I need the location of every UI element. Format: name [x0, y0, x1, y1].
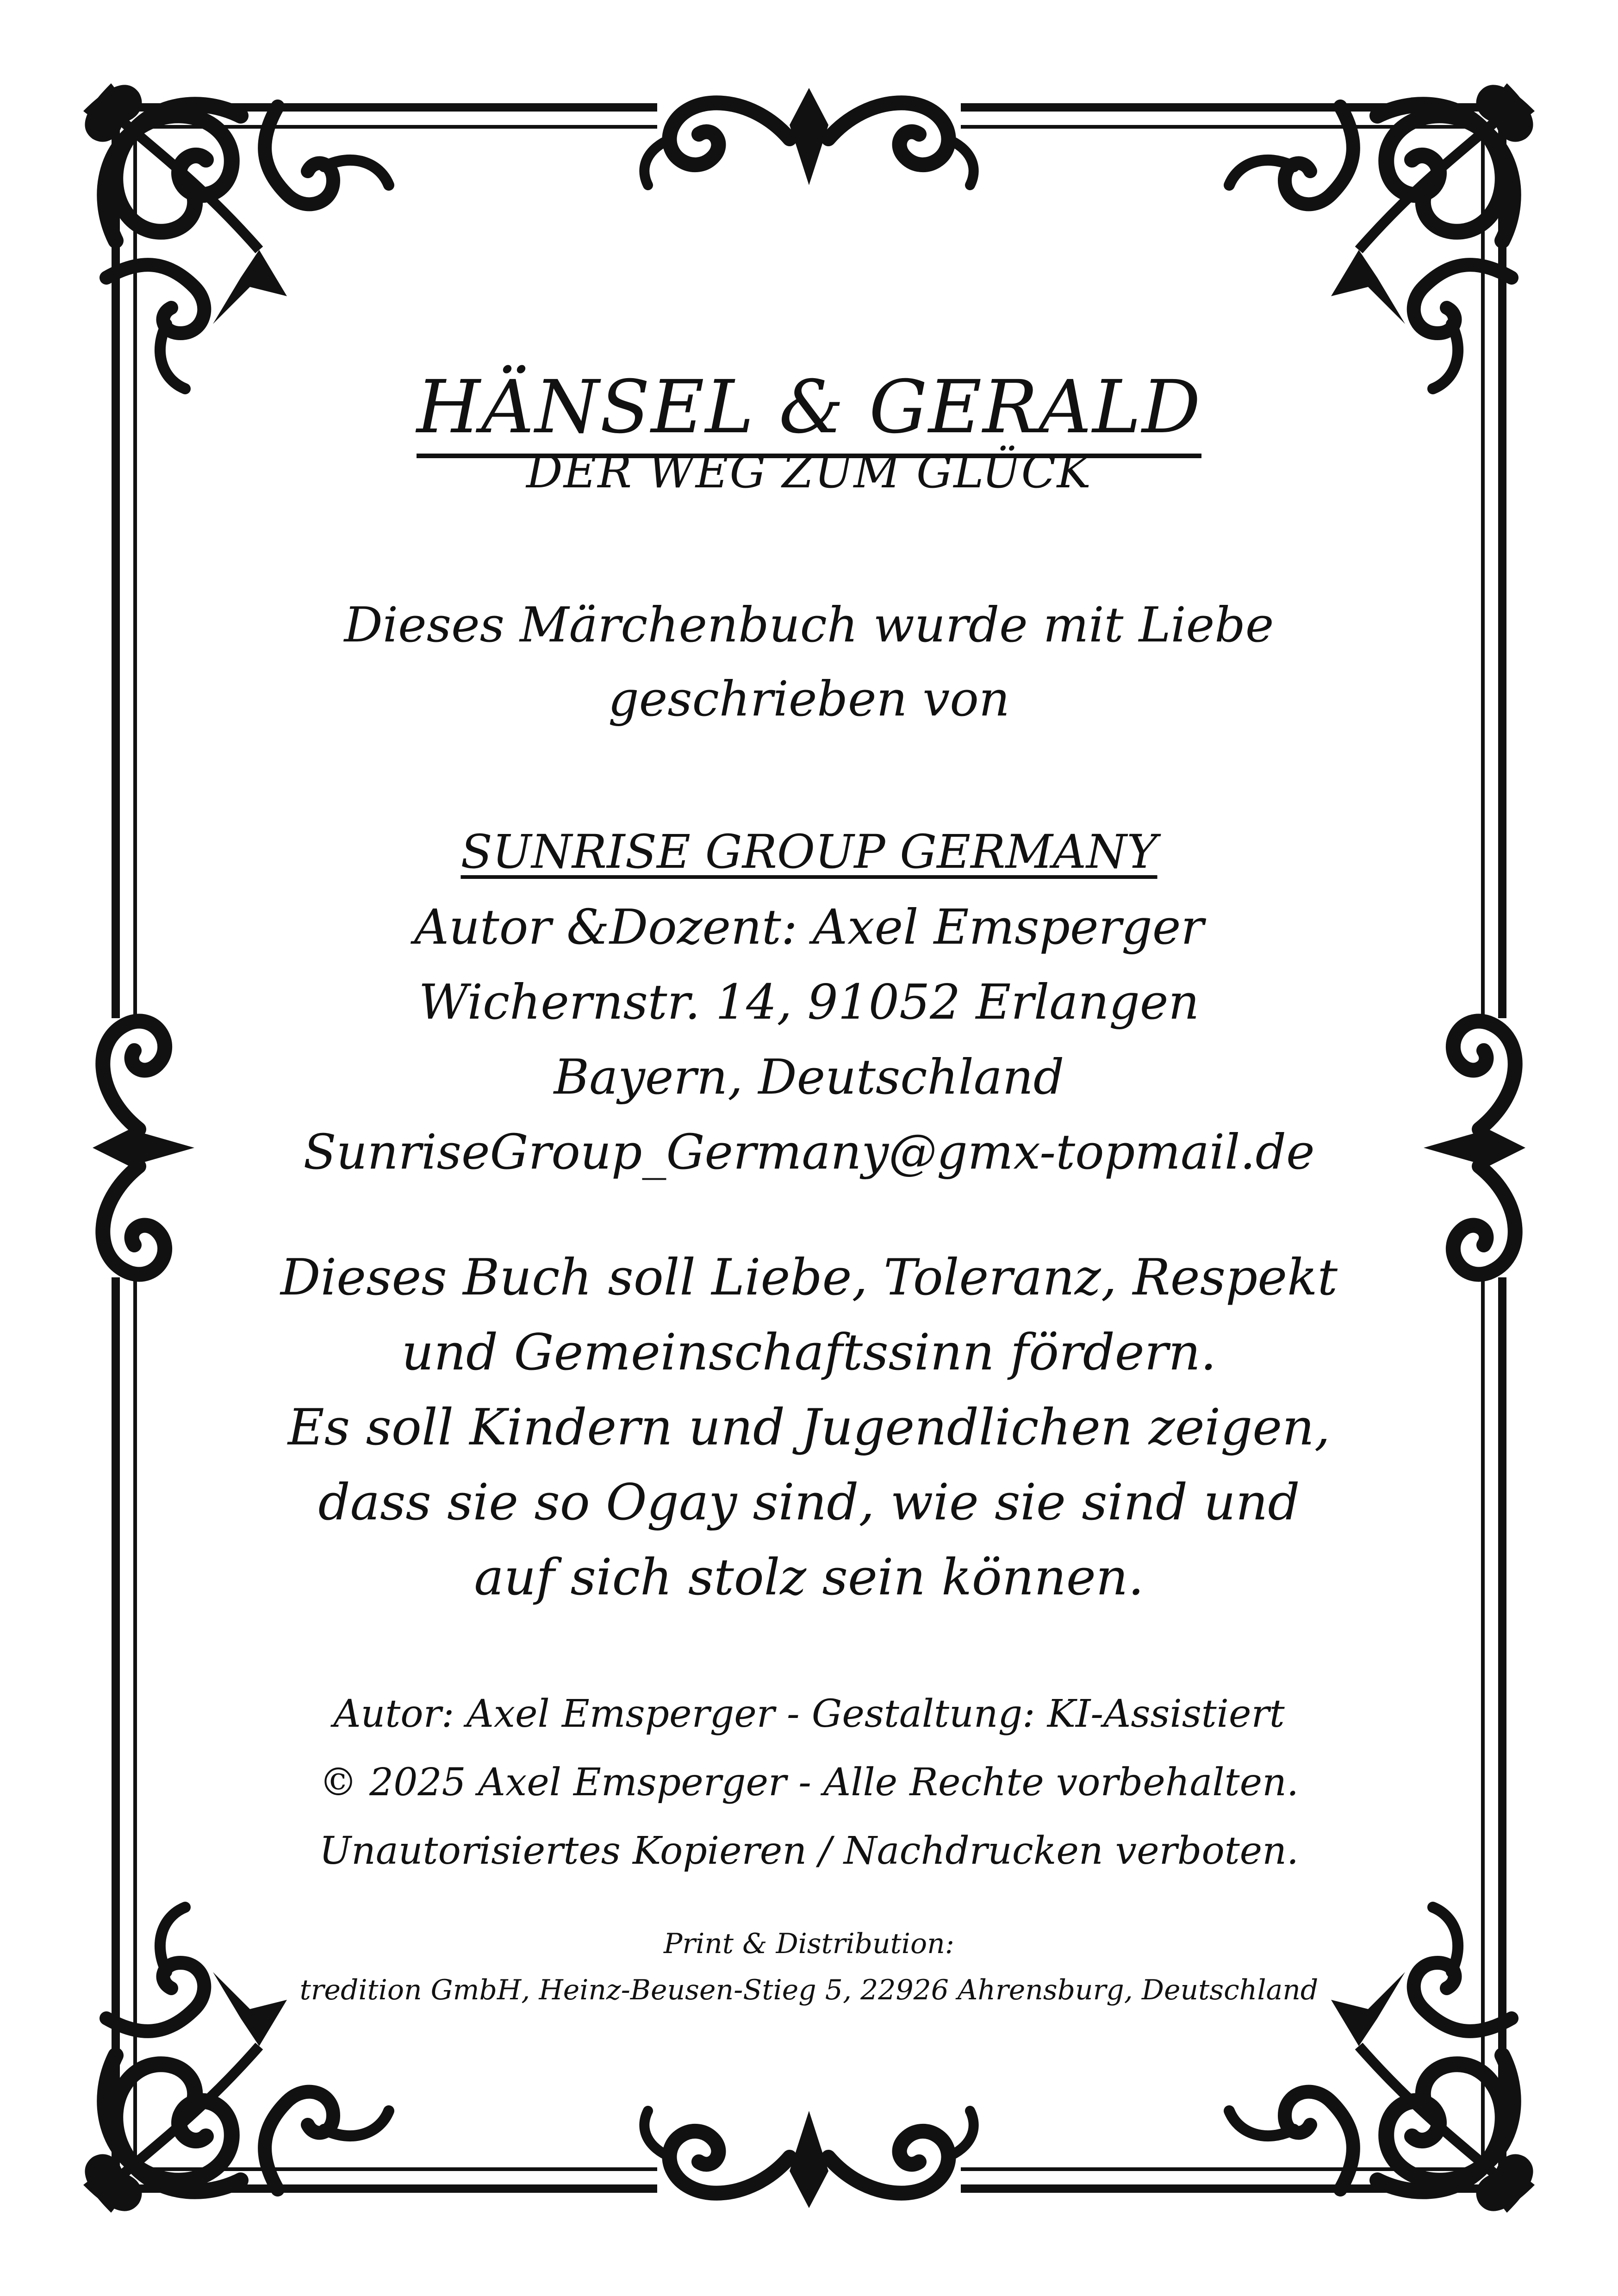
book-subtitle: DER WEG ZUM GLÜCK	[526, 446, 1092, 498]
book-message	[259, 1240, 1359, 1615]
book-title-text: HÄNSEL & GERALD	[417, 366, 1201, 458]
publisher-company: SUNRISE GROUP GERMANY	[461, 825, 1157, 879]
publisher-region: Bayern, Deutschland	[554, 1049, 1064, 1105]
message-line: Es soll Kindern und Jugendlichen zeigen,	[287, 1399, 1331, 1456]
publisher-email: SunriseGroup_Germany@gmx-topmail.de	[303, 1124, 1315, 1180]
credits-author: Autor: Axel Emsperger - Gestaltung: KI-Assistiert	[333, 1692, 1285, 1736]
publisher-author: Autor &Dozent: Axel Emsperger	[414, 899, 1204, 955]
print-address: tredition GmbH, Heinz-Beusen-Stieg 5, 22926 Ahrensburg, Deutschland	[299, 1974, 1319, 2006]
message-line: dass sie so Ogay sind, wie sie sind und	[318, 1474, 1300, 1531]
credits-block	[259, 1680, 1359, 1885]
credits-notice: Unautorisiertes Kopieren / Nachdrucken verboten.	[319, 1829, 1299, 1873]
credits-copyright: © 2025 Axel Emsperger - Alle Rechte vorbehalten.	[319, 1761, 1299, 1804]
print-label: Print & Distribution:	[664, 1928, 954, 1960]
intro-line: Dieses Märchenbuch wurde mit Liebe	[344, 597, 1274, 653]
dedication-intro	[259, 588, 1359, 736]
publisher-street: Wichernstr. 14, 91052 Erlangen	[418, 974, 1200, 1030]
message-line: Dieses Buch soll Liebe, Toleranz, Respekt	[280, 1249, 1338, 1307]
message-line: auf sich stolz sein können.	[474, 1549, 1144, 1606]
message-line: und Gemeinschaftssinn fördern.	[401, 1324, 1217, 1381]
publisher-block	[259, 815, 1359, 1189]
intro-line: geschrieben von	[608, 671, 1010, 727]
print-distribution	[259, 1921, 1359, 2013]
